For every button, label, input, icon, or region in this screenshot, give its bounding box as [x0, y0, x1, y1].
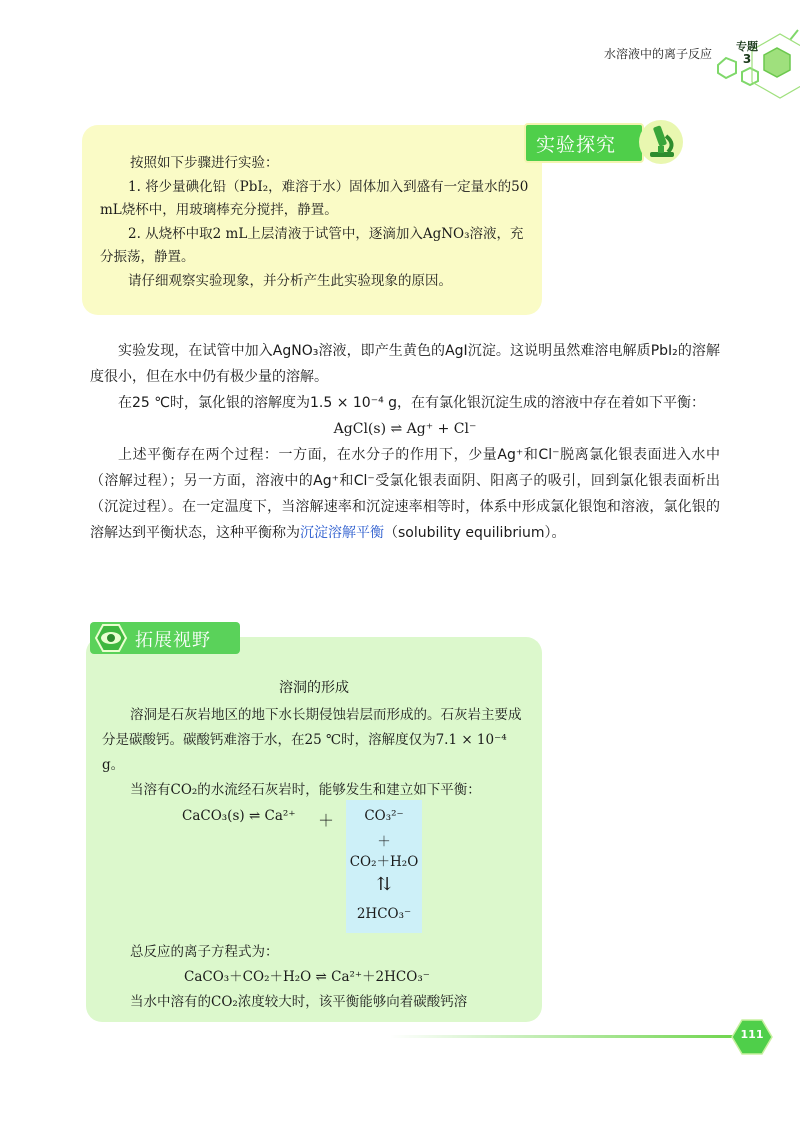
extension-text-lower — [102, 940, 530, 1015]
experiment-line: 2. 从烧杯中取2 mL上层清液于试管中，逐滴加入AgNO₃溶液，充分振荡，静置。 — [100, 225, 524, 265]
experiment-badge-label: 实验探究 — [536, 134, 617, 156]
carbonate-ion: CO₃²⁻ — [364, 808, 404, 824]
experiment-instructions — [100, 152, 530, 293]
extension-badge-label: 拓展视野 — [135, 630, 211, 651]
paragraph — [90, 442, 720, 546]
eye-icon — [92, 622, 130, 654]
equilibrium-arrow: ⇅ — [376, 874, 392, 895]
extension-title: 溶洞的形成 — [279, 680, 349, 696]
chapter-label: 专题 — [736, 40, 758, 53]
paragraph: 溶洞是石灰岩地区的地下水长期侵蚀岩层而形成的。石灰岩主要成分是碳酸钙。碳酸钙难溶于水，在25 ℃时，溶解度仅为7.1 × 10⁻⁴ g。 — [102, 707, 522, 773]
header-hexagon-decoration — [680, 20, 800, 120]
paragraph: 当水中溶有的CO₂浓度较大时，该平衡能够向着碳酸钙溶 — [130, 994, 468, 1010]
chapter-number: 3 — [742, 52, 752, 66]
extension-text — [102, 703, 530, 803]
plus-sign: ＋ — [377, 834, 391, 850]
experiment-line: 按照如下步骤进行实验： — [130, 155, 279, 171]
paragraph: 当溶有CO₂的水流经石灰岩时，能够发生和建立如下平衡： — [130, 782, 481, 798]
chapter-marker — [728, 41, 766, 65]
experiment-line: 1. 将少量碘化铅（PbI₂，难溶于水）固体加入到盛有一定量水的50 mL烧杯中，用玻璃棒充分搅拌，静置。 — [100, 178, 529, 218]
paragraph-text: 上述平衡存在两个过程：一方面，在水分子的作用下，少量Ag⁺和Cl⁻脱离氯化银表面进入水中（溶解过程）；另一方面，溶液中的Ag⁺和Cl⁻受氯化银表面阴、阳离子的吸引，回到氯化银表面析出（沉淀过程）。在一定温度下，当溶解速率和沉淀速率相等时，体系中形成氯化银饱和溶液，氯化银的溶解达到平衡状态，这种平衡称为 — [90, 447, 720, 541]
experiment-badge — [524, 123, 644, 163]
bicarbonate-ion: 2HCO₃⁻ — [356, 906, 412, 922]
paragraph: 总反应的离子方程式为： — [130, 944, 279, 960]
running-title: 水溶液中的离子反应 — [603, 47, 712, 61]
term-english: （solubility equilibrium）。 — [384, 525, 566, 541]
co2-water: CO₂＋H₂O — [349, 854, 419, 870]
equilibrium-equation: AgCl(s) ⇌ Ag⁺ + Cl⁻ — [333, 421, 477, 437]
page-number: 111 — [740, 1028, 764, 1041]
experiment-line: 请仔细观察实验现象，并分析产生此实验现象的原因。 — [128, 272, 452, 289]
paragraph: 实验发现，在试管中加入AgNO₃溶液，即产生黄色的AgI沉淀。这说明虽然难溶电解质PbI₂的溶解度很小，但在水中仍有极少量的溶解。 — [90, 343, 720, 385]
microscope-icon — [636, 118, 686, 166]
paragraph: 在25 ℃时，氯化银的溶解度为1.5 × 10⁻⁴ g，在有氯化银沉淀生成的溶液中存在着如下平衡： — [118, 395, 706, 411]
highlighted-term: 沉淀溶解平衡 — [300, 525, 384, 541]
total-equation: CaCO₃＋CO₂＋H₂O ⇌ Ca²⁺＋2HCO₃⁻ — [184, 969, 430, 985]
plus-sign: ＋ — [318, 811, 335, 830]
equilibrium-left: CaCO₃(s) ⇌ Ca²⁺ — [182, 808, 296, 824]
footer-line — [390, 1035, 740, 1038]
main-text — [90, 338, 720, 546]
